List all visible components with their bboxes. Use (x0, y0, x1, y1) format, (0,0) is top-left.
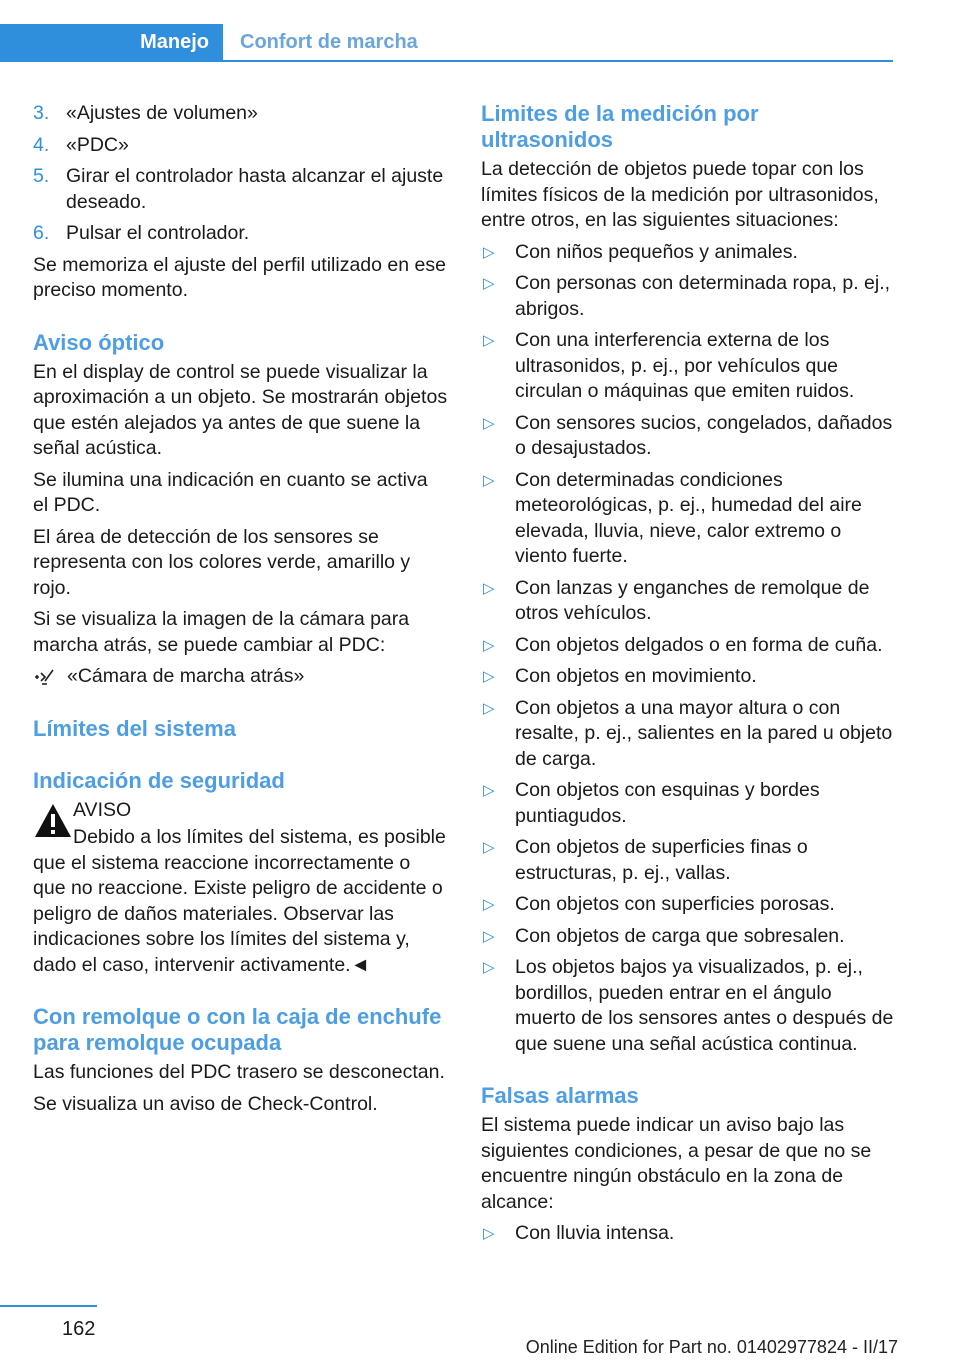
ultrasound-intro: La detección de objetos puede topar con los límites físicos de la medición por ultrasonidos, entre otros, en las siguientes situaciones: (481, 158, 879, 231)
ultrasound-item-text: Con niños pequeños y animales. (515, 240, 798, 263)
edition-note: Online Edition for Part no. 01402977824 - II/17 (525, 1337, 898, 1357)
header-rule (0, 60, 893, 62)
step-item: 6. Pulsar el controlador. (33, 222, 250, 244)
memo-paragraph: Se memoriza el ajuste del perfil utilizado en ese preciso momento. (33, 253, 446, 301)
triangle-bullet-icon: ▷ (483, 243, 495, 261)
false-alarm-item-text: Con lluvia intensa. (515, 1222, 675, 1244)
subsection-tab-confort: Confort de marcha (240, 31, 418, 53)
list-item (481, 955, 896, 1057)
ultrasound-item-text: Con sensores sucios, congelados, dañados o desajustados. (515, 411, 893, 459)
left-column (33, 101, 448, 1123)
trailer-paragraph: Las funciones del PDC trasero se desconectan. (33, 1061, 445, 1083)
warning-text: Debido a los límites del sistema, es posible que el sistema reaccione incorrectamente o que no reaccione. Existe peligro de accidente o peligro de daños materiales. Observar las indicaciones sobre los límites del sistema y, dado el caso, intervenir activamente.◄ (33, 826, 446, 976)
list-item (481, 328, 896, 405)
list-item (481, 576, 896, 627)
triangle-bullet-icon: ▷ (483, 839, 495, 856)
triangle-bullet-icon: ▷ (483, 668, 495, 685)
triangle-bullet-icon: ▷ (483, 471, 495, 489)
triangle-bullet-icon: ▷ (483, 927, 495, 945)
step-item: 5. Girar el controlador hasta alcanzar el ajuste deseado. (33, 165, 444, 213)
triangle-bullet-icon: ▷ (483, 959, 495, 976)
ultrasound-item-text: Con objetos a una mayor altura o con resalte, p. ej., salientes en la pared u objeto de carga. (515, 696, 893, 770)
warning-block (33, 798, 448, 824)
page-header (0, 0, 960, 62)
list-item (481, 664, 896, 690)
ultrasound-item-text: Con objetos de carga que sobresalen. (515, 924, 845, 947)
ultrasound-item-text: Los objetos bajos ya visualizados, p. ej., bordillos, pueden entrar en el ángulo muerto de los sensores antes o después de que suene una señal acústica continua. (515, 956, 894, 1055)
ultrasound-item-text: Con objetos de superficies finas o estructuras, p. ej., vallas. (515, 836, 808, 884)
triangle-bullet-icon: ▷ (483, 636, 495, 654)
list-item (481, 1221, 896, 1247)
ultrasound-item-text: Con objetos con esquinas y bordes puntiagudos. (515, 779, 820, 827)
triangle-bullet-icon: ▷ (483, 896, 495, 913)
ultrasound-item-text: Con personas con determinada ropa, p. ej., abrigos. (515, 272, 891, 320)
ultrasound-item-text: Con objetos en movimiento. (515, 665, 757, 687)
triangle-bullet-icon: ▷ (483, 332, 495, 349)
footer-rule (0, 1305, 97, 1307)
list-item (481, 892, 896, 918)
page-number: 162 (62, 1318, 96, 1340)
trailer-heading: Con remolque o con la caja de enchufe para remolque ocupada (33, 1004, 442, 1055)
false-alarms-list (481, 1221, 896, 1247)
list-item (481, 468, 896, 570)
ultrasound-item-text: Con una interferencia externa de los ultrasonidos, p. ej., por vehículos que circulan o máquinas que emiten ruidos. (515, 329, 855, 402)
ultrasound-list (481, 240, 896, 1058)
optical-heading: Aviso óptico (33, 329, 165, 355)
triangle-bullet-icon: ▷ (483, 579, 495, 597)
optical-paragraph: Si se visualiza la imagen de la cámara para marcha atrás, se puede cambiar al PDC: (33, 608, 410, 656)
triangle-bullet-icon: ▷ (483, 275, 495, 292)
false-alarms-heading: Falsas alarmas (481, 1083, 639, 1108)
list-item (481, 778, 896, 829)
section-tab-manejo: Manejo (0, 24, 223, 60)
ultrasound-item-text: Con determinadas condiciones meteorológicas, p. ej., humedad del aire elevada, lluvia, nieve, calor extremo o viento fuerte. (515, 468, 862, 567)
list-item (481, 240, 896, 266)
optical-paragraph: El área de detección de los sensores se representa con los colores verde, amarillo y rojo. (33, 525, 411, 599)
safety-heading: Indicación de seguridad (33, 767, 285, 793)
triangle-bullet-icon: ▷ (483, 1225, 495, 1242)
list-item (481, 633, 896, 659)
optical-paragraph: En el display de control se puede visualizar la aproximación a un objeto. Se mostrarán objetos que estén alejados ya antes de que suene la señal acústica. (33, 360, 448, 459)
triangle-bullet-icon: ▷ (483, 699, 495, 717)
warning-triangle-icon (33, 802, 73, 840)
ultrasound-item-text: Con objetos delgados o en forma de cuña. (515, 633, 883, 656)
list-item (481, 271, 896, 322)
warning-title: AVISO (73, 798, 132, 821)
step-item: 4. «PDC» (33, 133, 129, 156)
false-alarms-intro: El sistema puede indicar un aviso bajo las siguientes condiciones, a pesar de que no se encuentre ningún obstáculo en la zona de alcance: (481, 1114, 872, 1213)
rear-camera-icon (33, 667, 55, 687)
optical-paragraph: Se ilumina una indicación en cuanto se activa el PDC. (33, 468, 428, 516)
triangle-bullet-icon: ▷ (483, 782, 495, 799)
ultrasound-heading: Limites de la medición por ultrasonidos (481, 101, 759, 152)
list-item (481, 924, 896, 950)
list-item (481, 411, 896, 462)
triangle-bullet-icon: ▷ (483, 414, 495, 432)
list-item (481, 696, 896, 773)
ultrasound-item-text: Con lanzas y enganches de remolque de otros vehículos. (515, 576, 870, 624)
trailer-paragraph: Se visualiza un aviso de Check-Control. (33, 1092, 378, 1115)
step-item: 3. «Ajustes de volumen» (33, 102, 258, 124)
right-column (481, 101, 896, 1253)
list-item (481, 835, 896, 886)
ultrasound-item-text: Con objetos con superficies porosas. (515, 893, 835, 915)
camera-option: «Cámara de marcha atrás» (33, 664, 448, 690)
limits-heading: Límites del sistema (33, 715, 236, 741)
